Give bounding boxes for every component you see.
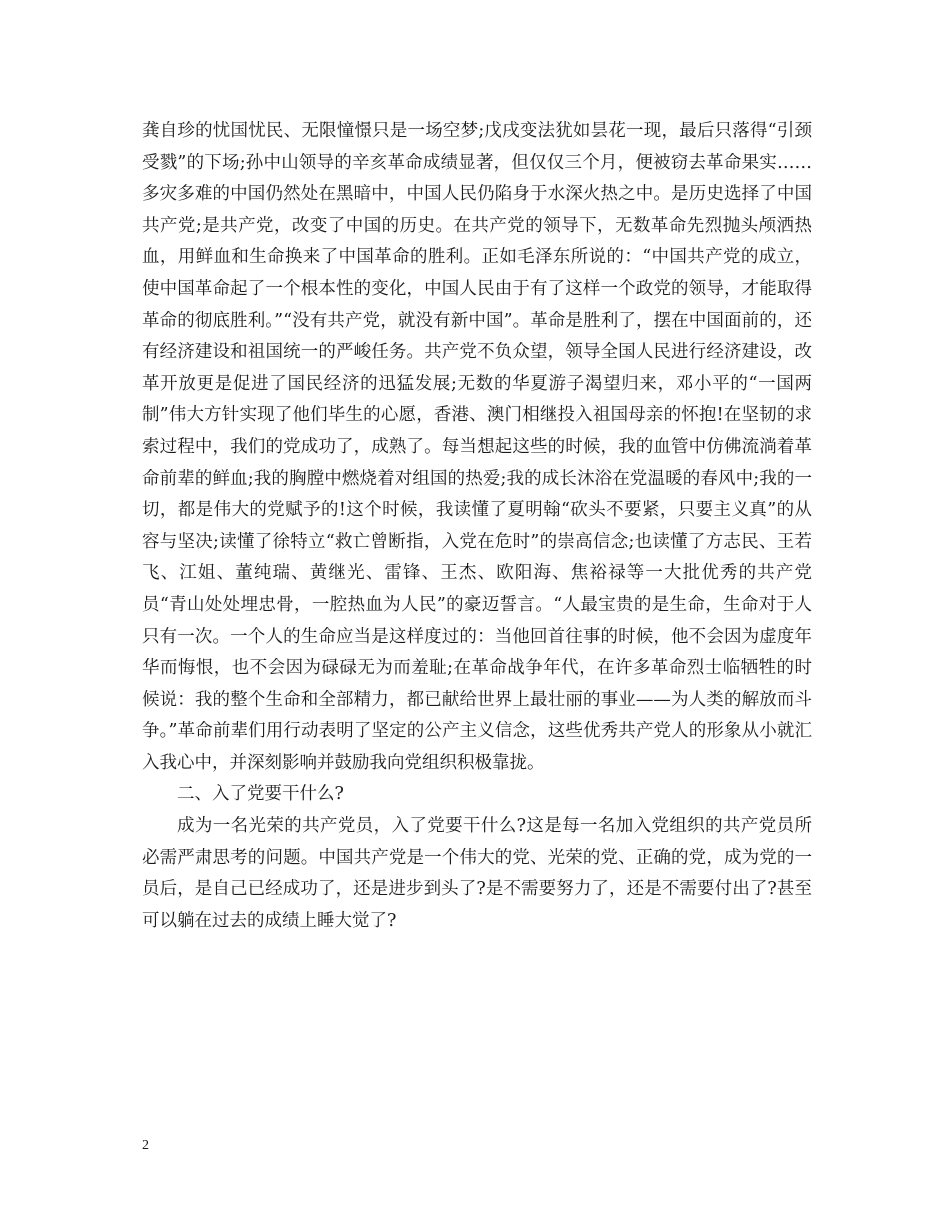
document-body [142, 116, 812, 937]
paragraph-history: 龚自珍的忧国忧民、无限憧憬只是一场空梦;戊戌变法犹如昙花一现，最后只落得“引颈受戮”的下场;孙中山领导的辛亥革命成绩显著，但仅仅三个月，便被窃去革命果实……多灾多难的中国仍然处在黑暗中，中国人民仍陷身于水深火热之中。是历史选择了中国共产党;是共产党，改变了中国的历史。在共产党的领导下，无数革命先烈抛头颅洒热血，用鲜血和生命换来了中国革命的胜利。正如毛泽东所说的：“中国共产党的成立，使中国革命起了一个根本性的变化，中国人民由于有了这样一个政党的领导，才能取得革命的彻底胜利。”“没有共产党，就没有新中国”。革命是胜利了，摆在中国面前的，还有经济建设和祖国统一的严峻任务。共产党不负众望，领导全国人民进行经济建设，改革开放更是促进了国民经济的迅猛发展;无数的华夏游子渴望归来，邓小平的“一国两制”伟大方针实现了他们毕生的心愿，香港、澳门相继投入祖国母亲的怀抱!在坚韧的求索过程中，我们的党成功了，成熟了。每当想起这些的时候，我的血管中仿佛流淌着革命前辈的鲜血;我的胸膛中燃烧着对组国的热爱;我的成长沐浴在党温暖的春风中;我的一切，都是伟大的党赋予的!这个时候，我读懂了夏明翰“砍头不要紧，只要主义真”的从容与坚决;读懂了徐特立“救亡曾断指，入党在危时”的崇高信念;也读懂了方志民、王若飞、江姐、董纯瑞、黄继光、雷锋、王杰、欧阳海、焦裕禄等一大批优秀的共产党员“青山处处埋忠骨，一腔热血为人民”的豪迈誓言。“人最宝贵的是生命，生命对于人只有一次。一个人的生命应当是这样度过的：当他回首往事的时候，他不会因为虚度年华而悔恨，也不会因为碌碌无为而羞耻;在革命战争年代，在许多革命烈士临牺牲的时候说：我的整个生命和全部精力，都已献给世界上最壮丽的事业——为人类的解放而斗争。”革命前辈们用行动表明了坚定的公产主义信念，这些优秀共产党人的形象从小就汇入我心中，并深刻影响并鼓励我向党组织积极靠拢。 [142, 121, 812, 773]
section-heading: 二、入了党要干什么? [177, 784, 344, 805]
paragraph-membership: 成为一名光荣的共产党员，入了党要干什么?这是每一名加入党组织的共产党员所必需严肃思考的问题。中国共产党是一个伟大的党、光荣的党、正确的党，成为党的一员后，是自己已经成功了，还是进步到头了?是不需要努力了，还是不需要付出了?甚至可以躺在过去的成绩上睡大觉了? [142, 816, 812, 931]
page-number: 2 [142, 1138, 149, 1153]
